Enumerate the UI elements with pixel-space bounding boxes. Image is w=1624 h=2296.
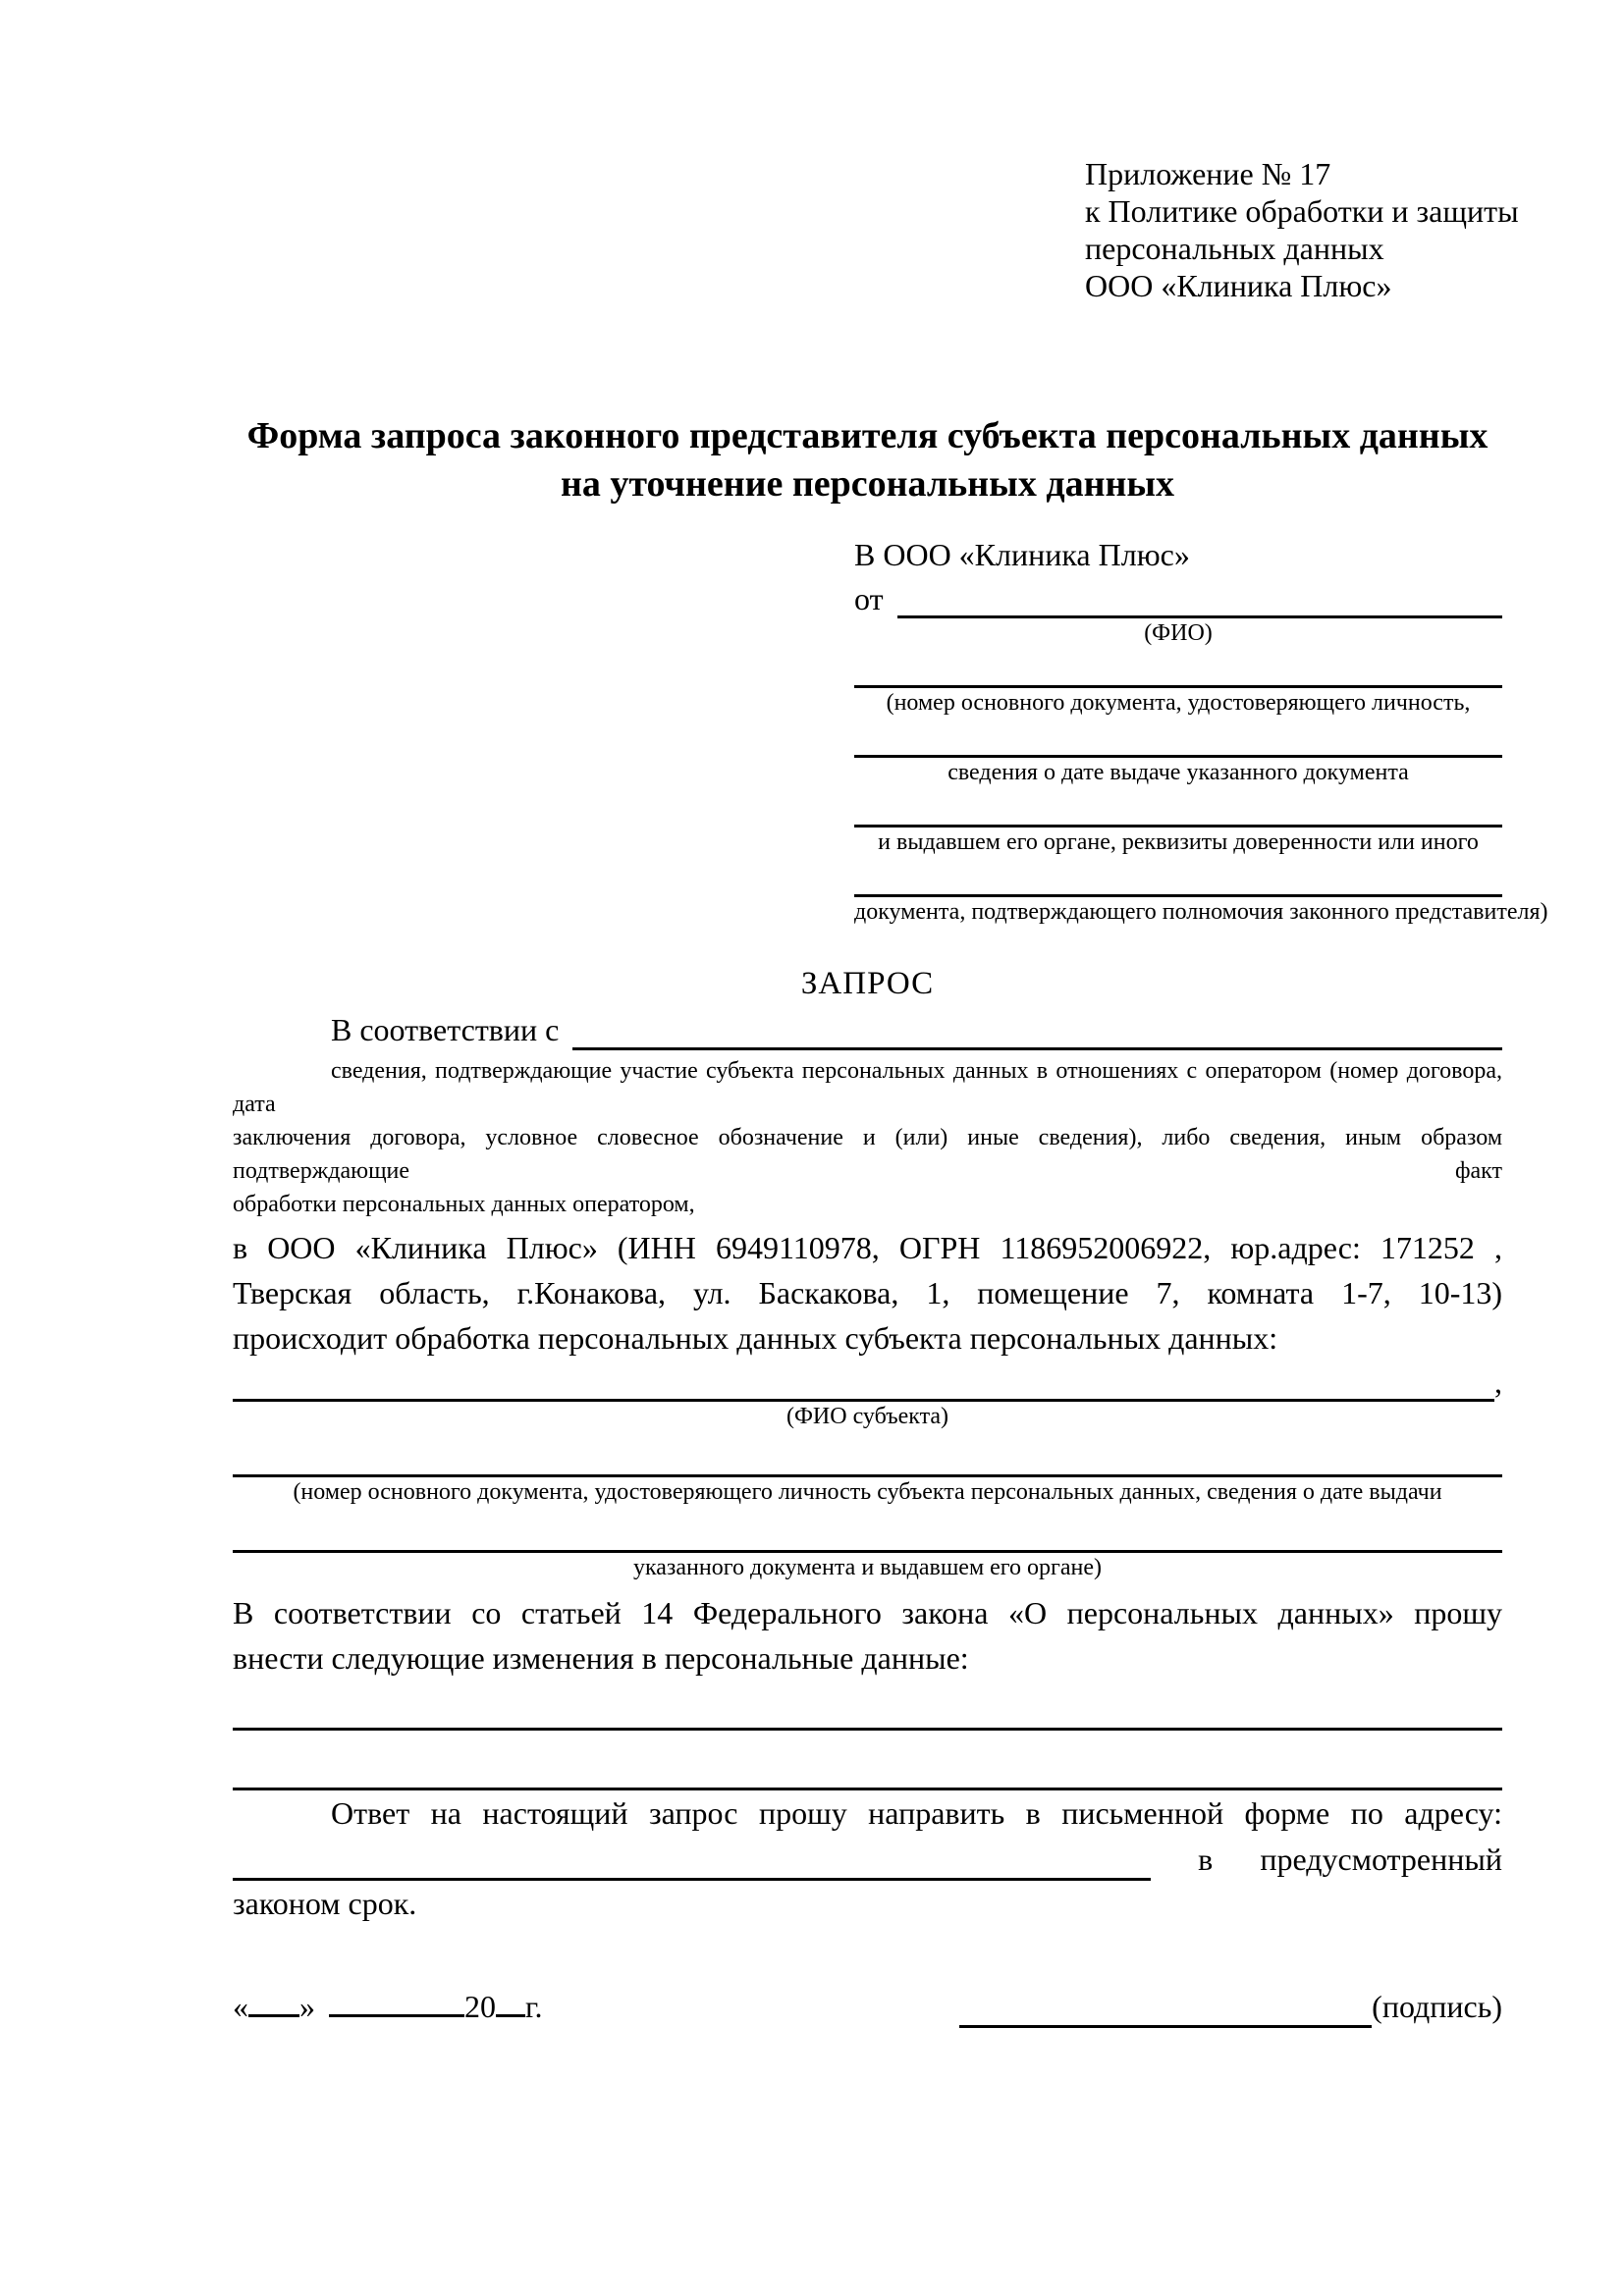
- changes-field-line-2[interactable]: [233, 1731, 1502, 1790]
- addressee-from-row: [854, 577, 1502, 618]
- close-quote: »: [299, 1989, 315, 2024]
- operator-line: в ООО «Клиника Плюс» (ИНН 6949110978, ОГРН 1186952006922, юр.адрес: 171252 ,: [233, 1230, 1502, 1265]
- address-field-line[interactable]: [233, 1842, 1151, 1881]
- accordance-label: В соответствии с: [331, 1012, 560, 1047]
- representative-doc-field-line-4[interactable]: [854, 857, 1502, 897]
- operator-line: Тверская область, г.Конакова, ул. Баскакова, 1, помещение 7, комната 1-7, 10-13): [233, 1275, 1502, 1310]
- appendix-line: персональных данных: [1085, 231, 1384, 266]
- subject-doc-field-line-2[interactable]: [233, 1507, 1502, 1553]
- article-paragraph: [233, 1590, 1502, 1681]
- subject-fio-caption: (ФИО субъекта): [785, 1404, 949, 1429]
- appendix-line: ООО «Клиника Плюс»: [1085, 268, 1392, 303]
- reply-line-1: Ответ на настоящий запрос прошу направить в письменной форме по адресу:: [331, 1795, 1502, 1831]
- article-line: В соответствии со статьей 14 Федерального закона «О персональных данных» прошу: [233, 1595, 1502, 1630]
- footnote-line: заключения договора, условное словесное обозначение и (или) иные сведения), либо сведения, иным образом подтверждающие факт: [233, 1125, 1502, 1184]
- year-suffix: г.: [525, 1989, 543, 2024]
- open-quote: «: [233, 1989, 248, 2024]
- signature-block: [959, 1985, 1502, 2028]
- operator-paragraph: [233, 1225, 1502, 1361]
- footnote-line: обработки персональных данных оператором,: [233, 1192, 695, 1217]
- accordance-row: [233, 1007, 1502, 1050]
- year-field-line[interactable]: [496, 1989, 525, 2017]
- appendix-line: Приложение № 17: [1085, 156, 1331, 191]
- request-heading: ЗАПРОС: [800, 966, 935, 1001]
- month-field-line[interactable]: [329, 1989, 464, 2017]
- representative-doc-field-line-3[interactable]: [854, 787, 1502, 828]
- document-title: [233, 412, 1502, 508]
- article-line: внести следующие изменения в персональные данные:: [233, 1640, 969, 1676]
- reply-line-2: [233, 1836, 1502, 1881]
- date-field: [233, 1985, 543, 2028]
- operator-line: происходит обработка персональных данных субъекта персональных данных:: [233, 1320, 1278, 1356]
- field-caption: сведения о дате выдаче указанного документа: [947, 760, 1409, 785]
- from-label: от: [854, 581, 884, 616]
- subject-fio-row: [233, 1361, 1502, 1402]
- subject-fio-field-line[interactable]: [233, 1363, 1494, 1402]
- fio-caption: (ФИО): [1144, 620, 1213, 646]
- addressee-block: [854, 532, 1548, 927]
- year-prefix: 20: [464, 1989, 496, 2024]
- appendix-line: к Политике обработки и защиты: [1085, 193, 1519, 229]
- title-line: на уточнение персональных данных: [560, 463, 1175, 505]
- subject-doc-caption-2: указанного документа и выдавшем его органе): [632, 1555, 1103, 1580]
- field-caption: и выдавшем его органе, реквизиты доверенности или иного: [878, 829, 1479, 855]
- reply-word-in: в: [1198, 1842, 1214, 1877]
- reply-paragraph: [233, 1790, 1502, 1926]
- date-signature-row: [233, 1985, 1502, 2028]
- signature-caption: (подпись): [1372, 1989, 1502, 2024]
- field-caption: (номер основного документа, удостоверяющего личность,: [886, 690, 1471, 716]
- footnote-block: [233, 1054, 1502, 1221]
- footnote-line: сведения, подтверждающие участие субъекта персональных данных в отношениях с оператором (номер договора, дата: [233, 1058, 1502, 1117]
- representative-doc-field-line-1[interactable]: [854, 648, 1502, 688]
- signature-field-line[interactable]: [959, 1990, 1372, 2028]
- changes-field-line-1[interactable]: [233, 1681, 1502, 1731]
- reply-word-tail: предусмотренный: [1260, 1842, 1502, 1877]
- accordance-field-line[interactable]: [572, 1012, 1502, 1050]
- reply-line-3: законом срок.: [233, 1886, 417, 1921]
- addressee-org: В ООО «Клиника Плюс»: [854, 537, 1190, 572]
- fio-field-line[interactable]: [897, 580, 1502, 618]
- day-field-line[interactable]: [248, 1989, 299, 2017]
- appendix-block: [1085, 155, 1519, 304]
- field-caption: документа, подтверждающего полномочия законного представителя): [854, 899, 1548, 925]
- title-line: Форма запроса законного представителя субъекта персональных данных: [246, 415, 1489, 456]
- subject-doc-caption-1: (номер основного документа, удостоверяющего личность субъекта персональных данных, сведения о дате выдачи: [293, 1479, 1442, 1505]
- representative-doc-field-line-2[interactable]: [854, 718, 1502, 758]
- trailing-comma: ,: [1494, 1364, 1502, 1400]
- subject-doc-field-line-1[interactable]: [233, 1431, 1502, 1477]
